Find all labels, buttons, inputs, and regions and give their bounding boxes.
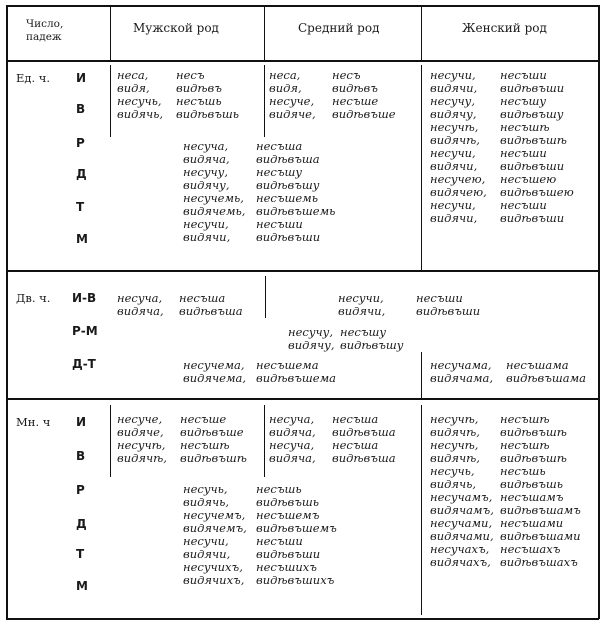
form-participle-present: несучама, bbox=[430, 358, 492, 372]
form-participle-past: видѣвъ bbox=[176, 81, 222, 95]
singular-case-label: Р bbox=[76, 136, 85, 150]
form-participle-past: видѣвъшь bbox=[256, 495, 320, 509]
form-participle-past: видѣвъше bbox=[180, 425, 244, 439]
form-participle-past: несъшѣ bbox=[500, 120, 550, 134]
form-participle-past: несъшѣ bbox=[500, 438, 550, 452]
table-border-right bbox=[598, 5, 600, 619]
dual-divider-1 bbox=[265, 276, 266, 318]
form-participle-present: несучь, bbox=[183, 482, 228, 496]
form-participle-past: несъши bbox=[500, 68, 547, 82]
plural-number-label: Мн. ч bbox=[16, 415, 51, 429]
form-participle-present: видячь, bbox=[183, 495, 230, 509]
form-participle-past: несъше bbox=[180, 412, 227, 426]
form-participle-present: несучема, bbox=[183, 358, 245, 372]
form-participle-present: видячи, bbox=[430, 211, 478, 225]
form-participle-present: несучами, bbox=[430, 516, 493, 530]
form-participle-past: видѣвъшами bbox=[500, 529, 581, 543]
form-participle-past: видѣвъша bbox=[332, 425, 396, 439]
section-rule-singular-dual bbox=[6, 270, 599, 272]
form-participle-past: видѣвъше bbox=[332, 107, 396, 121]
form-participle-present: видячи, bbox=[183, 230, 231, 244]
form-participle-past: несъшѣ bbox=[500, 412, 550, 426]
form-participle-present: несуча, bbox=[269, 412, 315, 426]
singular-divider-3 bbox=[421, 65, 422, 270]
form-participle-past: несъшемь bbox=[256, 191, 318, 205]
form-participle-present: видячею, bbox=[430, 185, 487, 199]
form-participle-past: видѣвъшѣ bbox=[500, 425, 567, 439]
form-participle-present: несучахъ, bbox=[430, 542, 490, 556]
form-participle-past: несъшамъ bbox=[500, 490, 564, 504]
form-participle-past: несъшь bbox=[176, 94, 222, 108]
form-participle-present: несучемъ, bbox=[183, 508, 246, 522]
form-participle-past: несъшахъ bbox=[500, 542, 561, 556]
form-participle-past: несъшь bbox=[256, 482, 302, 496]
form-participle-present: несуче, bbox=[117, 412, 163, 426]
singular-case-label: В bbox=[76, 102, 86, 116]
header-col-divider-2 bbox=[264, 5, 265, 61]
singular-divider-2-top bbox=[264, 65, 265, 137]
form-participle-past: видѣвъшѣ bbox=[180, 451, 247, 465]
form-participle-past: видѣвъ bbox=[332, 81, 378, 95]
form-participle-present: несучею, bbox=[430, 172, 486, 186]
singular-case-label: Т bbox=[76, 200, 85, 214]
form-participle-present: видячу, bbox=[288, 338, 335, 352]
form-participle-present: видячи, bbox=[338, 304, 386, 318]
form-participle-past: видѣвъшемь bbox=[256, 204, 336, 218]
header-masculine: Мужской род bbox=[133, 21, 219, 35]
form-participle-present: видя, bbox=[117, 81, 150, 95]
form-participle-past: несъши bbox=[256, 534, 303, 548]
form-participle-past: видѣвъшу bbox=[500, 107, 564, 121]
form-participle-past: видѣвъшею bbox=[500, 185, 574, 199]
form-participle-present: видячема, bbox=[183, 371, 247, 385]
form-participle-present: видячѣ, bbox=[430, 425, 480, 439]
plural-case-label: М bbox=[76, 579, 88, 593]
form-participle-past: несъшѣ bbox=[180, 438, 230, 452]
form-participle-present: несучѣ, bbox=[117, 438, 166, 452]
header-feminine: Женский род bbox=[462, 21, 547, 35]
form-participle-past: несъши bbox=[500, 146, 547, 160]
table-border-top bbox=[6, 5, 599, 7]
dual-number-label: Дв. ч. bbox=[16, 291, 51, 305]
plural-case-label: Д bbox=[76, 517, 87, 531]
form-participle-present: несучемь, bbox=[183, 191, 244, 205]
form-participle-past: видѣвъши bbox=[500, 159, 565, 173]
form-participle-present: несучихъ, bbox=[183, 560, 243, 574]
plural-divider-2-top bbox=[264, 405, 265, 477]
form-participle-past: несъша bbox=[332, 412, 379, 426]
form-participle-present: видячама, bbox=[430, 371, 494, 385]
form-participle-past: видѣвъши bbox=[256, 230, 321, 244]
form-participle-past: видѣвъшахъ bbox=[500, 555, 578, 569]
form-participle-present: несучь, bbox=[430, 464, 475, 478]
table-border-left bbox=[6, 5, 8, 619]
form-participle-present: несучу, bbox=[183, 165, 228, 179]
dual-case-label: И-В bbox=[72, 291, 97, 305]
form-participle-past: видѣвъшу bbox=[340, 338, 404, 352]
form-participle-present: несучи, bbox=[183, 534, 229, 548]
form-participle-present: видячу, bbox=[183, 178, 230, 192]
form-participle-past: видѣвъша bbox=[332, 451, 396, 465]
form-participle-present: видячемь, bbox=[183, 204, 246, 218]
form-participle-past: видѣвъшемъ bbox=[256, 521, 337, 535]
form-participle-past: несъшею bbox=[500, 172, 557, 186]
form-participle-present: несучи, bbox=[430, 146, 476, 160]
form-participle-past: несъша bbox=[256, 139, 303, 153]
header-number-case-line2: падеж bbox=[26, 31, 62, 43]
form-participle-present: несучамъ, bbox=[430, 490, 493, 504]
form-participle-present: видячѣ, bbox=[430, 133, 480, 147]
form-participle-present: неса, bbox=[117, 68, 149, 82]
form-participle-present: видяче, bbox=[269, 107, 316, 121]
form-participle-present: видячѣ, bbox=[117, 451, 167, 465]
form-participle-past: несъша bbox=[179, 291, 226, 305]
form-participle-past: видѣвъшь bbox=[176, 107, 240, 121]
form-participle-past: несъшу bbox=[340, 325, 387, 339]
form-participle-present: несучи, bbox=[338, 291, 384, 305]
form-participle-past: видѣвъшь bbox=[500, 477, 564, 491]
plural-divider-1-top bbox=[110, 405, 111, 477]
form-participle-present: несучи, bbox=[430, 68, 476, 82]
singular-case-label: М bbox=[76, 232, 88, 246]
header-number-case-line1: Число, bbox=[26, 18, 64, 30]
form-participle-past: видѣвъши bbox=[500, 211, 565, 225]
singular-case-label: Д bbox=[76, 167, 87, 181]
form-participle-past: несъше bbox=[332, 94, 379, 108]
form-participle-present: несуче, bbox=[269, 94, 315, 108]
form-participle-past: несъшемъ bbox=[256, 508, 320, 522]
section-rule-dual-plural bbox=[6, 398, 599, 400]
form-participle-present: видячихъ, bbox=[183, 573, 245, 587]
form-participle-present: видячи, bbox=[183, 547, 231, 561]
form-participle-past: видѣвъши bbox=[416, 304, 481, 318]
header-neuter: Средний род bbox=[298, 21, 380, 35]
form-participle-past: несъши bbox=[256, 217, 303, 231]
table-border-bottom bbox=[6, 618, 599, 620]
singular-divider-1-top bbox=[110, 65, 111, 137]
form-participle-present: видя, bbox=[269, 81, 302, 95]
form-participle-present: видячу, bbox=[430, 107, 477, 121]
form-participle-past: несъша bbox=[332, 438, 379, 452]
form-participle-present: видячь, bbox=[117, 107, 164, 121]
form-participle-present: видячь, bbox=[430, 477, 477, 491]
form-participle-present: видячамъ, bbox=[430, 503, 494, 517]
singular-case-label: И bbox=[76, 71, 87, 85]
form-participle-past: видѣвъши bbox=[500, 81, 565, 95]
form-participle-past: несъ bbox=[332, 68, 361, 82]
form-participle-past: несъшами bbox=[500, 516, 564, 530]
form-participle-present: неса, bbox=[269, 68, 301, 82]
singular-number-label: Ед. ч. bbox=[16, 71, 51, 85]
form-participle-present: несучѣ, bbox=[430, 120, 479, 134]
form-participle-past: видѣвъшихъ bbox=[256, 573, 335, 587]
form-participle-present: несучу, bbox=[430, 94, 475, 108]
plural-case-label: Р bbox=[76, 483, 85, 497]
form-participle-past: несъши bbox=[416, 291, 463, 305]
form-participle-past: видѣвъша bbox=[179, 304, 243, 318]
form-participle-past: несъшема bbox=[256, 358, 319, 372]
form-participle-present: видяча, bbox=[117, 304, 164, 318]
form-participle-present: видячѣ, bbox=[430, 451, 480, 465]
form-participle-past: видѣвъши bbox=[256, 547, 321, 561]
header-col-divider-1 bbox=[110, 5, 111, 61]
form-participle-present: несучѣ, bbox=[430, 438, 479, 452]
form-participle-past: несъшихъ bbox=[256, 560, 317, 574]
form-participle-present: несуча, bbox=[269, 438, 315, 452]
form-participle-past: видѣвъша bbox=[256, 152, 320, 166]
form-participle-past: несъшама bbox=[506, 358, 569, 372]
form-participle-present: несучи, bbox=[430, 198, 476, 212]
form-participle-present: видячахъ, bbox=[430, 555, 491, 569]
plural-case-label: И bbox=[76, 415, 87, 429]
header-col-divider-3 bbox=[421, 5, 422, 61]
form-participle-past: несъшу bbox=[500, 94, 547, 108]
form-participle-past: несъ bbox=[176, 68, 205, 82]
form-participle-past: видѣвъшама bbox=[506, 371, 587, 385]
form-participle-present: видячи, bbox=[430, 159, 478, 173]
form-participle-present: несучи, bbox=[183, 217, 229, 231]
form-participle-present: видячемъ, bbox=[183, 521, 247, 535]
form-participle-present: видяче, bbox=[117, 425, 164, 439]
plural-case-label: В bbox=[76, 449, 86, 463]
form-participle-past: несъшь bbox=[500, 464, 546, 478]
form-participle-past: несъши bbox=[500, 198, 547, 212]
form-participle-present: несуча, bbox=[183, 139, 229, 153]
dual-divider-2 bbox=[421, 352, 422, 398]
dual-case-label: Р-М bbox=[72, 324, 98, 338]
form-participle-past: видѣвъшамъ bbox=[500, 503, 581, 517]
form-participle-present: несуча, bbox=[117, 291, 163, 305]
form-participle-present: видячи, bbox=[430, 81, 478, 95]
form-participle-past: видѣвъшѣ bbox=[500, 451, 567, 465]
form-participle-past: видѣвъшу bbox=[256, 178, 320, 192]
form-participle-present: видячами, bbox=[430, 529, 494, 543]
form-participle-past: видѣвъшема bbox=[256, 371, 336, 385]
form-participle-past: видѣвъшѣ bbox=[500, 133, 567, 147]
form-participle-present: несучѣ, bbox=[430, 412, 479, 426]
plural-divider-3 bbox=[421, 405, 422, 615]
header-rule bbox=[6, 60, 599, 62]
form-participle-present: видяча, bbox=[269, 451, 316, 465]
form-participle-present: несучу, bbox=[288, 325, 333, 339]
form-participle-present: видяча, bbox=[183, 152, 230, 166]
dual-case-label: Д-Т bbox=[72, 357, 96, 371]
form-participle-present: видяча, bbox=[269, 425, 316, 439]
form-participle-past: несъшу bbox=[256, 165, 303, 179]
form-participle-present: несучь, bbox=[117, 94, 162, 108]
plural-case-label: Т bbox=[76, 547, 85, 561]
